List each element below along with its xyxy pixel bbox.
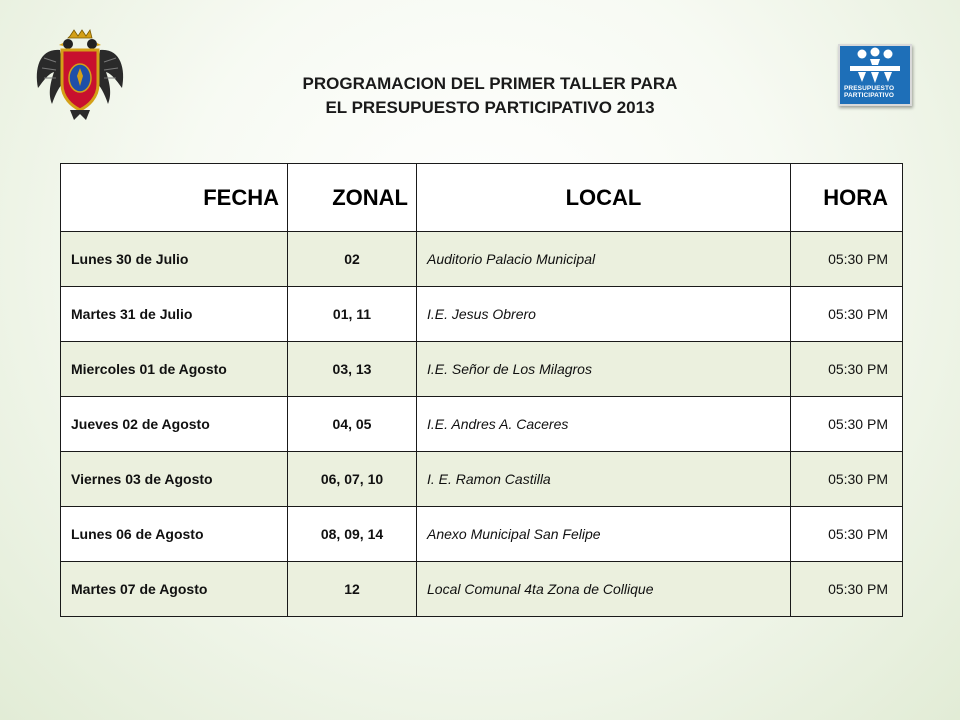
cell-hora: 05:30 PM: [791, 232, 903, 287]
cell-local: I. E. Ramon Castilla: [417, 452, 791, 507]
cell-fecha: Lunes 30 de Julio: [61, 232, 288, 287]
cell-fecha: Lunes 06 de Agosto: [61, 507, 288, 562]
cell-fecha: Miercoles 01 de Agosto: [61, 342, 288, 397]
cell-zonal: 01, 11: [288, 287, 417, 342]
page-title: [190, 72, 790, 120]
cell-zonal: 08, 09, 14: [288, 507, 417, 562]
cell-hora: 05:30 PM: [791, 287, 903, 342]
logo-text-line-1: PRESUPUESTO: [844, 85, 895, 92]
people-group-icon: [840, 46, 910, 86]
cell-zonal: 04, 05: [288, 397, 417, 452]
cell-local: Local Comunal 4ta Zona de Collique: [417, 562, 791, 617]
municipal-coat-of-arms-icon: [30, 28, 130, 124]
column-header-zonal: ZONAL: [288, 164, 417, 232]
cell-fecha: Martes 31 de Julio: [61, 287, 288, 342]
cell-fecha: Viernes 03 de Agosto: [61, 452, 288, 507]
cell-local: Auditorio Palacio Municipal: [417, 232, 791, 287]
table-header-row: [61, 164, 903, 232]
cell-zonal: 03, 13: [288, 342, 417, 397]
cell-zonal: 06, 07, 10: [288, 452, 417, 507]
title-line-2: EL PRESUPUESTO PARTICIPATIVO 2013: [325, 98, 655, 117]
cell-local: I.E. Andres A. Caceres: [417, 397, 791, 452]
cell-zonal: 12: [288, 562, 417, 617]
title-line-1: PROGRAMACION DEL PRIMER TALLER PARA: [302, 74, 678, 93]
table-row: [61, 452, 903, 507]
cell-fecha: Martes 07 de Agosto: [61, 562, 288, 617]
logo-text-line-2: PARTICIPATIVO: [844, 92, 895, 99]
table-row: [61, 507, 903, 562]
cell-zonal: 02: [288, 232, 417, 287]
column-header-hora: HORA: [791, 164, 903, 232]
column-header-local: LOCAL: [417, 164, 791, 232]
cell-hora: 05:30 PM: [791, 507, 903, 562]
cell-hora: 05:30 PM: [791, 452, 903, 507]
cell-local: I.E. Señor de Los Milagros: [417, 342, 791, 397]
cell-hora: 05:30 PM: [791, 397, 903, 452]
table-row: [61, 562, 903, 617]
table-row: [61, 287, 903, 342]
table-row: [61, 342, 903, 397]
table-row: [61, 397, 903, 452]
cell-hora: 05:30 PM: [791, 342, 903, 397]
presupuesto-participativo-logo: [838, 44, 912, 106]
schedule-table: [60, 163, 903, 617]
column-header-fecha: FECHA: [61, 164, 288, 232]
cell-local: I.E. Jesus Obrero: [417, 287, 791, 342]
cell-fecha: Jueves 02 de Agosto: [61, 397, 288, 452]
table-row: [61, 232, 903, 287]
cell-hora: 05:30 PM: [791, 562, 903, 617]
cell-local: Anexo Municipal San Felipe: [417, 507, 791, 562]
